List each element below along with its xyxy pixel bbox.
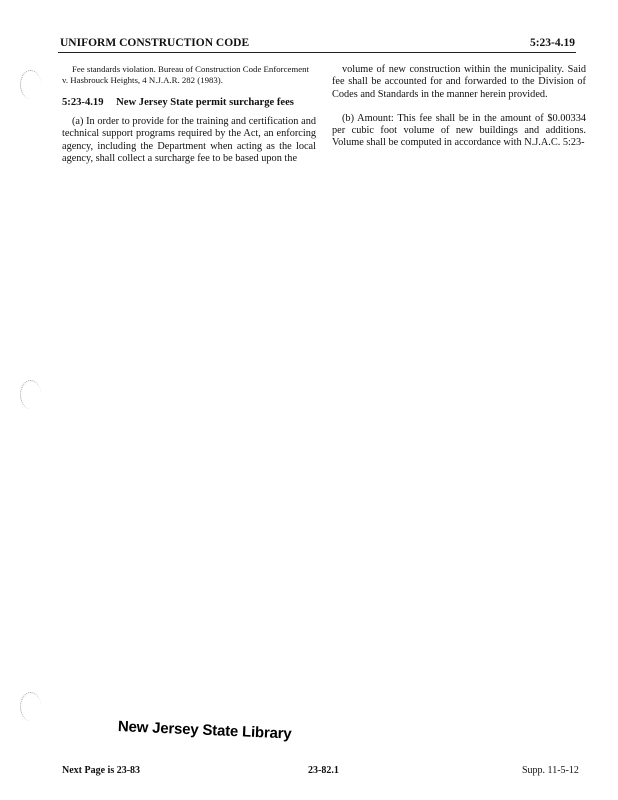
punch-hole-mark <box>20 692 41 721</box>
footer-supplement: Supp. 11-5-12 <box>522 765 579 776</box>
footer-page-number: 23-82.1 <box>308 765 339 776</box>
section-heading-number: 5:23-4.19 <box>62 97 104 108</box>
library-stamp: New Jersey State Library <box>117 718 292 743</box>
header-section-number: 5:23-4.19 <box>529 37 575 49</box>
punch-hole-mark <box>20 380 41 409</box>
punch-hole-mark <box>20 70 41 99</box>
paragraph-a: (a) In order to provide for the training and certification and technical support programs required by the Act, an enforcing agency, including the Department when acting as the local agency, shall collect a surcharge fee to be based upon the <box>62 116 316 164</box>
left-column <box>62 64 316 177</box>
paragraph-b: (b) Amount: This fee shall be in the amount of $0.00334 per cubic foot volume of new buildings and additions. Volume shall be computed in accordance with N.J.A.C. 5:23- <box>332 112 586 149</box>
section-heading-title: New Jersey State permit surcharge fees <box>116 97 294 108</box>
footer-next-page: Next Page is 23-83 <box>62 765 141 776</box>
paragraph-a-continued: volume of new construction within the municipality. Said fee shall be accounted for and forwarded to the Division of Codes and Standards in the manner herein provided. <box>332 64 586 100</box>
header-title: UNIFORM CONSTRUCTION CODE <box>60 37 250 49</box>
right-column <box>332 64 586 162</box>
case-annotation: Fee standards violation. Bureau of Construction Code Enforcement v. Hasbrouck Heights, 4 N.J.A.R. 282 (1983). <box>62 64 309 85</box>
section-heading <box>62 97 316 108</box>
header-rule <box>58 52 576 53</box>
